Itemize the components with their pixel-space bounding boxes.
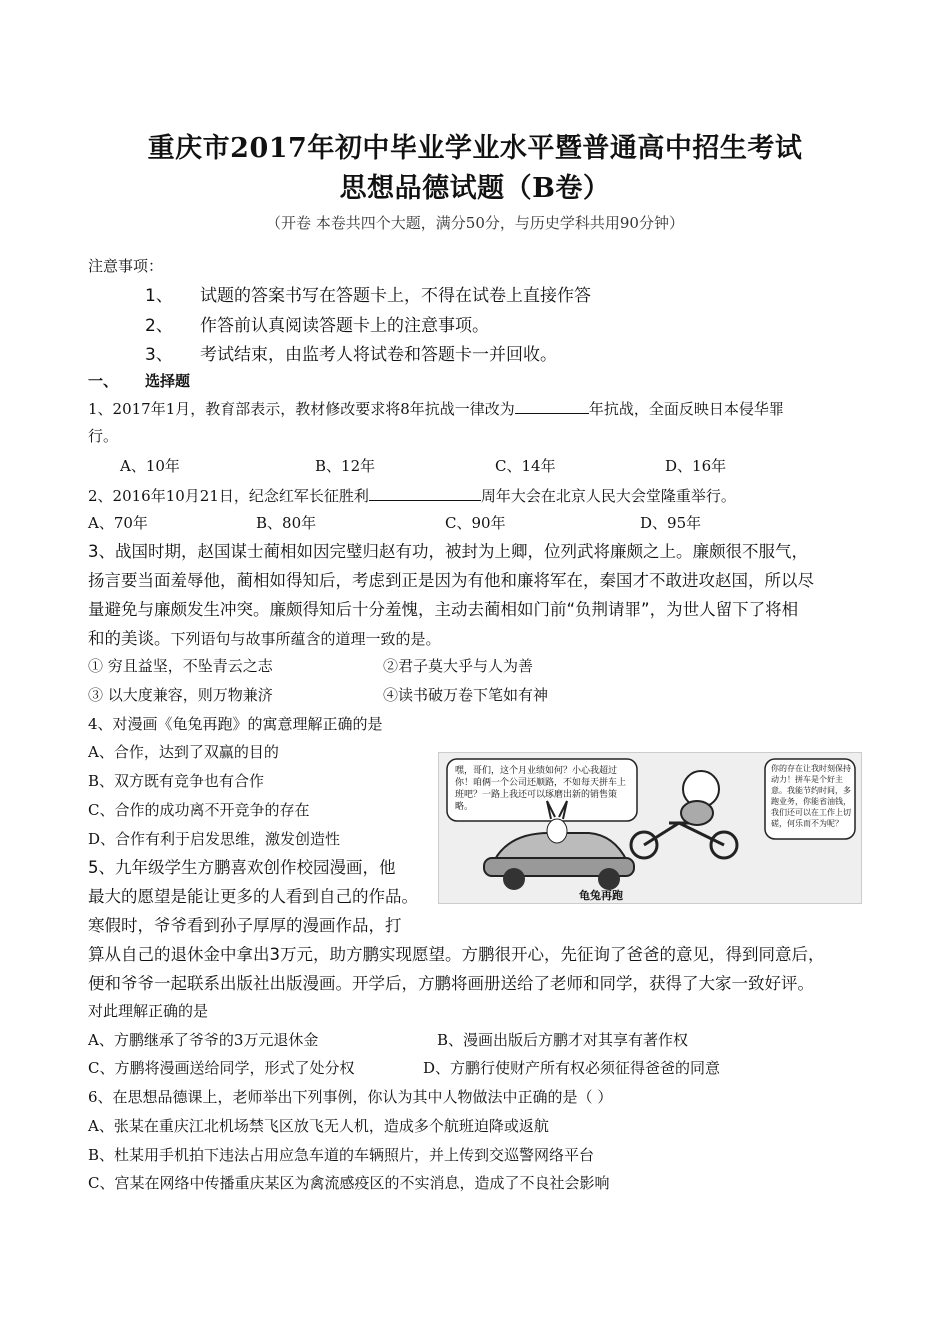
option: B、80年 [256, 514, 317, 532]
option: D、95年 [640, 514, 702, 532]
question-text-part: 和的美谈。 [88, 629, 171, 648]
question-2-text [88, 484, 736, 506]
speech-bubble-left: 嘿，哥们，这个月业绩如何？小心我超过你！咱俩一个公司还顺路，不如每天拼车上班吧？一路上我还可以琢磨出新的销售策略。 [455, 766, 627, 812]
question-5-line: 最大的愿望是能让更多的人看到自己的作品。 [88, 887, 418, 906]
question-text-part: 2、2016年10月21日，纪念红军长征胜利 [88, 487, 369, 505]
question-text-continuation: 行。 [88, 427, 119, 445]
exam-subject-title: 思想品德试题（B卷） [339, 173, 611, 204]
option: A、张某在重庆江北机场禁飞区放飞无人机，造成多个航班迫降或返航 [88, 1117, 549, 1135]
answer-blank [369, 484, 481, 501]
option: D、合作有利于启发思维，激发创造性 [88, 830, 341, 848]
question-5-line: 寒假时，爷爷看到孙子厚厚的漫画作品，打 [88, 916, 402, 935]
option: ③ 以大度兼容，则万物兼济 [88, 686, 273, 704]
notice-item-text: 试题的答案书写在答题卡上，不得在试卷上直接作答 [200, 286, 591, 306]
notice-label: 注意事项： [88, 257, 164, 275]
option: A、10年 [120, 457, 180, 475]
option: C、合作的成功离不开竞争的存在 [88, 801, 310, 819]
question-1-text [88, 397, 784, 419]
notice-item-text: 作答前认真阅读答题卡上的注意事项。 [200, 316, 489, 336]
question-5-line: 算从自己的退休金中拿出3万元，助方鹏实现愿望。方鹏很开心，先征询了爸爸的意见，得到同意后， [88, 945, 825, 964]
exam-title: 重庆市2017年初中毕业学业水平暨普通高中招生考试 [147, 133, 803, 164]
question-5-line: 便和爷爷一起联系出版社出版漫画。开学后，方鹏将画册送给了老师和同学，获得了大家一致好评。 [88, 974, 814, 993]
option: D、方鹏行使财产所有权必须征得爸爸的同意 [423, 1059, 721, 1077]
exam-subtitle: （开卷 本卷共四个大题，满分50分，与历史学科共用90分钟） [266, 214, 684, 232]
question-text-part: 年抗战，全面反映日本侵华罪 [588, 400, 784, 418]
question-4-text: 4、对漫画《龟兔再跑》的寓意理解正确的是 [88, 715, 383, 733]
section-title: 选择题 [145, 372, 191, 390]
question-5-prompt: 对此理解正确的是 [88, 1002, 209, 1020]
option: A、方鹏继承了爷爷的3万元退休金 [88, 1031, 319, 1049]
option: B、双方既有竞争也有合作 [88, 772, 265, 790]
answer-blank [515, 397, 589, 414]
speech-bubble-right: 你的存在让我时刻保持动力！拼车是个好主意。我能节约时间，多跑业务，你能省油钱，我们还可以在工作上切磋，何乐而不为呢？ [771, 764, 851, 828]
cartoon-image [438, 752, 862, 904]
option: C、宫某在网络中传播重庆某区为禽流感疫区的不实消息，造成了不良社会影响 [88, 1174, 610, 1192]
question-text-part: 下列语句与故事所蕴含的道理一致的是。 [170, 630, 441, 648]
option: A、合作，达到了双赢的目的 [88, 743, 279, 761]
question-text-part: 1、2017年1月，教育部表示，教材修改要求将8年抗战一律改为 [88, 400, 515, 418]
notice-item-num: 1、 [145, 286, 173, 306]
option: ④读书破万卷下笔如有神 [383, 686, 549, 704]
question-text-part: 周年大会在北京人民大会堂隆重举行。 [480, 487, 736, 505]
option: C、14年 [495, 457, 556, 475]
notice-item-text: 考试结束，由监考人将试卷和答题卡一并回收。 [200, 345, 557, 365]
question-3-line: 扬言要当面羞辱他，蔺相如得知后，考虑到正是因为有他和廉将军在，秦国才不敢进攻赵国，所以尽 [88, 571, 814, 590]
option: C、方鹏将漫画送给同学，形式了处分权 [88, 1059, 355, 1077]
option: ②君子莫大乎与人为善 [383, 657, 534, 675]
option: B、杜某用手机拍下违法占用应急车道的车辆照片，并上传到交巡警网络平台 [88, 1146, 595, 1164]
option: D、16年 [665, 457, 727, 475]
option: B、漫画出版后方鹏才对其享有著作权 [437, 1031, 689, 1049]
notice-item-num: 3、 [145, 345, 173, 365]
question-3-line: 量避免与廉颇发生冲突。廉颇得知后十分羞愧，主动去蔺相如门前“负荆请罪”，为世人留下了将相 [88, 600, 799, 619]
option: B、12年 [315, 457, 376, 475]
option: A、70年 [88, 514, 148, 532]
question-6-text: 6、在思想品德课上，老师举出下列事例，你认为其中人物做法中正确的是（ ） [88, 1088, 613, 1106]
question-3-last-line [88, 625, 441, 649]
section-number: 一、 [88, 372, 119, 390]
question-5-line: 5、九年级学生方鹏喜欢创作校园漫画，他 [88, 858, 396, 877]
notice-item-num: 2、 [145, 316, 173, 336]
option: C、90年 [445, 514, 506, 532]
question-3-line: 3、战国时期，赵国谋士蔺相如因完璧归赵有功，被封为上卿，位列武将廉颇之上。廉颇很不服气， [88, 542, 808, 561]
option: ① 穷且益坚，不坠青云之志 [88, 657, 273, 675]
cartoon-caption: 龟兔再跑 [579, 889, 623, 902]
